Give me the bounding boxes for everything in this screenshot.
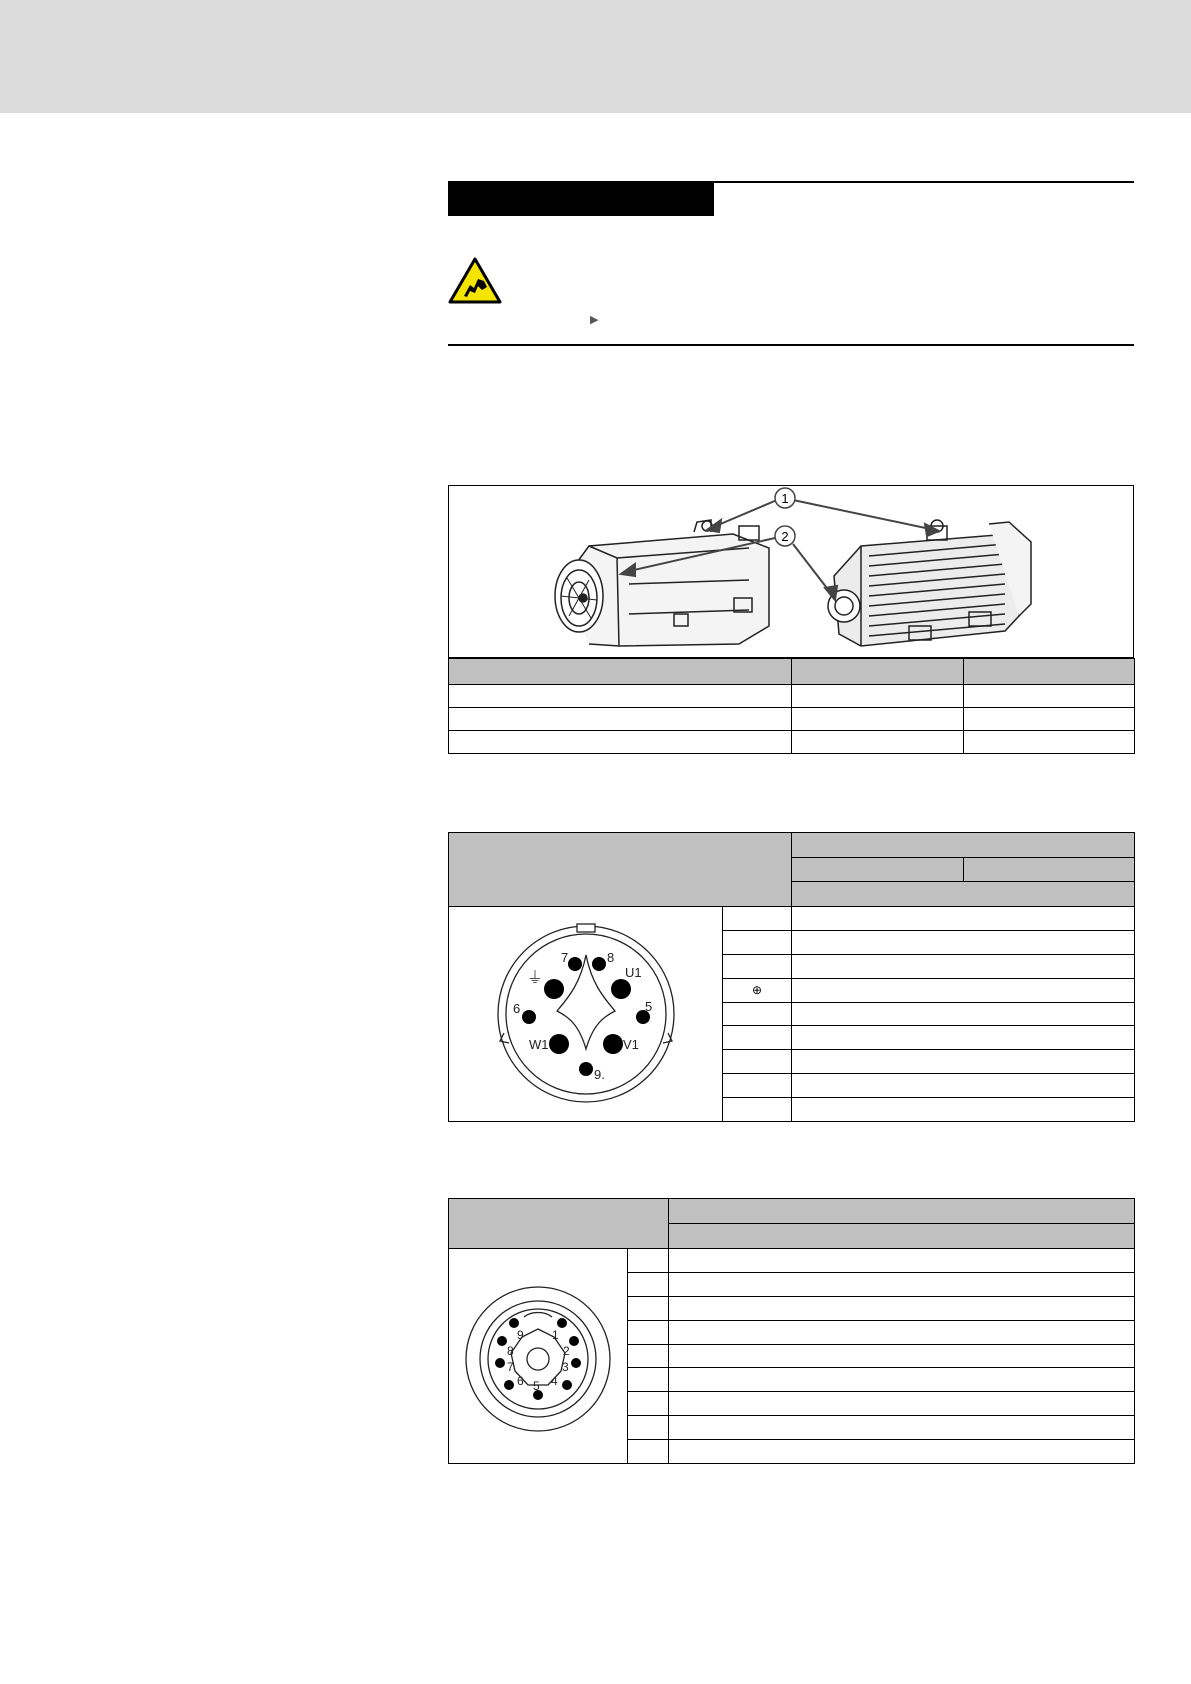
table-cell bbox=[723, 978, 792, 1002]
table-cell bbox=[449, 708, 792, 731]
motor-figure bbox=[448, 485, 1134, 658]
table-cell bbox=[449, 731, 792, 754]
power-connector-diagram-cell bbox=[449, 907, 723, 1122]
table-header-row bbox=[449, 659, 1135, 685]
table-cell bbox=[723, 954, 792, 978]
table-cell bbox=[964, 708, 1135, 731]
table-cell bbox=[723, 1002, 792, 1026]
pin-label: 7 bbox=[507, 1360, 514, 1374]
pin-label: V1 bbox=[623, 1037, 639, 1052]
table-cell bbox=[628, 1320, 669, 1344]
connector-list-table bbox=[448, 658, 1135, 754]
table-cell bbox=[792, 954, 1135, 978]
table-cell bbox=[669, 1296, 1135, 1320]
header-cell bbox=[449, 833, 792, 907]
protective-earth-icon: ⊕ bbox=[751, 983, 763, 998]
table-cell bbox=[669, 1320, 1135, 1344]
table-cell bbox=[723, 907, 792, 931]
table-cell bbox=[792, 978, 1135, 1002]
pin-label: 6 bbox=[513, 1001, 521, 1016]
pin-label: W1 bbox=[529, 1037, 549, 1052]
pin-label: 4 bbox=[551, 1374, 558, 1388]
table-cell bbox=[792, 708, 964, 731]
table-cell bbox=[628, 1416, 669, 1440]
table-cell bbox=[964, 731, 1135, 754]
table-cell bbox=[628, 1344, 669, 1368]
table-cell bbox=[669, 1344, 1135, 1368]
pin-label: 9. bbox=[594, 1067, 605, 1082]
encoder-connector-diagram bbox=[449, 1249, 628, 1463]
table-cell bbox=[792, 1074, 1135, 1098]
table-cell bbox=[669, 1440, 1135, 1464]
table-row bbox=[449, 708, 1135, 731]
callout-2-label: 2 bbox=[781, 529, 789, 544]
pin-label: 2 bbox=[563, 1344, 570, 1358]
table-cell bbox=[792, 1002, 1135, 1026]
motor-left bbox=[555, 520, 769, 646]
header-cell bbox=[792, 659, 964, 685]
table-cell bbox=[792, 1050, 1135, 1074]
table-row bbox=[449, 1249, 1135, 1273]
header-cell bbox=[669, 1199, 1135, 1224]
table-cell bbox=[628, 1249, 669, 1273]
callout-1 bbox=[707, 488, 939, 536]
pin-label: 8 bbox=[507, 1344, 514, 1358]
table-cell bbox=[669, 1272, 1135, 1296]
pin-label: 1 bbox=[552, 1328, 559, 1342]
page-header-band bbox=[0, 0, 1191, 113]
pin-label: 3 bbox=[562, 1360, 569, 1374]
pin-label: 5 bbox=[645, 999, 653, 1014]
header-cell bbox=[449, 1199, 669, 1249]
header-cell bbox=[792, 858, 964, 882]
pin-label: 7 bbox=[561, 950, 569, 965]
table-cell bbox=[628, 1296, 669, 1320]
header-cell bbox=[792, 833, 1135, 858]
esd-warning-icon bbox=[448, 257, 502, 304]
pin-label: U1 bbox=[625, 965, 642, 980]
table-row bbox=[449, 907, 1135, 931]
table-cell bbox=[723, 1050, 792, 1074]
header-cell bbox=[792, 882, 1135, 907]
table-cell bbox=[669, 1368, 1135, 1392]
table-cell bbox=[628, 1392, 669, 1416]
callout-1-label: 1 bbox=[781, 491, 789, 506]
table-cell bbox=[723, 1074, 792, 1098]
pin-label: 9 bbox=[517, 1328, 524, 1342]
table-cell bbox=[792, 1098, 1135, 1122]
earth-icon: ⏚ bbox=[527, 970, 544, 987]
motor-right bbox=[828, 520, 1031, 646]
table-cell bbox=[669, 1416, 1135, 1440]
table-cell bbox=[669, 1392, 1135, 1416]
table-cell bbox=[723, 930, 792, 954]
header-cell bbox=[449, 659, 792, 685]
power-connector-diagram bbox=[449, 907, 723, 1121]
header-cell bbox=[964, 659, 1135, 685]
table-cell bbox=[669, 1249, 1135, 1273]
table-cell bbox=[628, 1368, 669, 1392]
table-row bbox=[449, 685, 1135, 708]
notice-signal-word-bar bbox=[448, 183, 714, 216]
encoder-connector-diagram-cell bbox=[449, 1249, 628, 1464]
table-row bbox=[449, 731, 1135, 754]
table-cell bbox=[723, 1026, 792, 1050]
pin-label: 8 bbox=[607, 950, 615, 965]
table-cell bbox=[792, 1026, 1135, 1050]
table-cell bbox=[628, 1272, 669, 1296]
table-cell bbox=[964, 685, 1135, 708]
table-cell bbox=[628, 1440, 669, 1464]
triangle-right-icon: ▶ bbox=[590, 314, 599, 326]
encoder-connector-pinout-table bbox=[448, 1198, 1135, 1464]
pin-label: 6 bbox=[517, 1374, 524, 1388]
pin-label: 5 bbox=[533, 1379, 540, 1393]
power-connector-pinout-table bbox=[448, 832, 1135, 1122]
table-cell bbox=[792, 907, 1135, 931]
table-cell bbox=[792, 731, 964, 754]
header-cell bbox=[669, 1224, 1135, 1249]
header-cell bbox=[964, 858, 1135, 882]
motor-illustration bbox=[449, 486, 1135, 659]
table-cell bbox=[723, 1098, 792, 1122]
table-cell bbox=[792, 685, 964, 708]
notice-bottom-rule bbox=[448, 344, 1134, 346]
table-cell bbox=[792, 930, 1135, 954]
table-cell bbox=[449, 685, 792, 708]
